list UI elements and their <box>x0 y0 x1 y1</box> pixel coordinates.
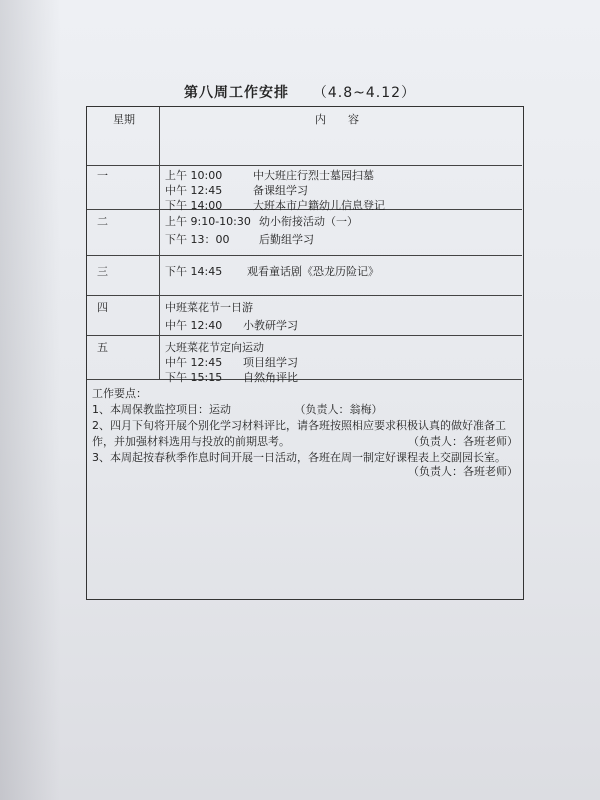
item-text: 观看童话剧《恐龙历险记》 <box>247 265 379 278</box>
item-text: 中班菜花节一日游 <box>165 301 253 314</box>
item-text: 自然角评比 <box>243 371 298 384</box>
schedule-table <box>86 106 524 600</box>
item-text: 小教研学习 <box>243 319 298 332</box>
item-time: 下午 14:45 <box>165 265 223 278</box>
item-text: 大班菜花节定向运动 <box>165 341 264 354</box>
day-label: 五 <box>97 341 108 354</box>
paper-shadow <box>0 0 60 800</box>
row-line-header <box>87 165 522 166</box>
note-text: 3、本周起按春秋季作息时间开展一日活动，各班在周一制定好课程表上交副园长室。 <box>92 451 506 464</box>
title-text: 第八周工作安排 <box>183 85 289 101</box>
item-time: 中午 12:40 <box>165 319 223 332</box>
item-time: 中午 12:45 <box>165 184 223 197</box>
note-responsible: （负责人：翁梅） <box>294 403 383 416</box>
item-time: 下午 15:15 <box>165 371 223 384</box>
header-content: 内 容 <box>315 113 359 126</box>
item-text: 后勤组学习 <box>259 233 314 246</box>
column-divider <box>159 107 160 379</box>
item-time: 上午 9:10-10:30 <box>165 215 251 228</box>
item-time: 下午 13：00 <box>165 233 230 246</box>
item-text: 大班本市户籍幼儿信息登记 <box>253 199 385 212</box>
page-title <box>0 82 600 102</box>
notes-heading: 工作要点： <box>92 387 147 400</box>
item-text: 项目组学习 <box>243 356 298 369</box>
note-text: 1、本周保教监控项目：运动 <box>92 403 231 416</box>
day-label: 四 <box>97 301 108 314</box>
item-time: 上午 10:00 <box>165 169 223 182</box>
row-line-thu <box>87 335 522 336</box>
note-responsible: （负责人：各班老师） <box>408 465 518 478</box>
item-text: 中大班庄行烈士墓园扫墓 <box>253 169 374 182</box>
row-line-tue <box>87 255 522 256</box>
item-time: 中午 12:45 <box>165 356 223 369</box>
row-line-wed <box>87 295 522 296</box>
note-responsible-wrap <box>92 464 518 480</box>
day-label: 三 <box>97 265 108 278</box>
item-text: 幼小衔接活动（一） <box>259 215 358 228</box>
note-item <box>92 402 522 418</box>
row-line-fri <box>87 379 522 380</box>
date-range: （4.8~4.12） <box>312 85 417 101</box>
work-notes <box>92 386 522 480</box>
header-day: 星期 <box>113 113 135 126</box>
item-text: 备课组学习 <box>253 184 308 197</box>
note-text: 2、四月下旬将开展个别化学习材料评比，请各班按照相应要求积极认真的做好准备工作，并加强材料选用与投放的前期思考。 <box>92 419 506 448</box>
note-responsible: （负责人：各班老师） <box>408 435 518 448</box>
day-label: 一 <box>97 169 108 182</box>
day-label: 二 <box>97 215 108 228</box>
item-time: 下午 14:00 <box>165 199 223 212</box>
